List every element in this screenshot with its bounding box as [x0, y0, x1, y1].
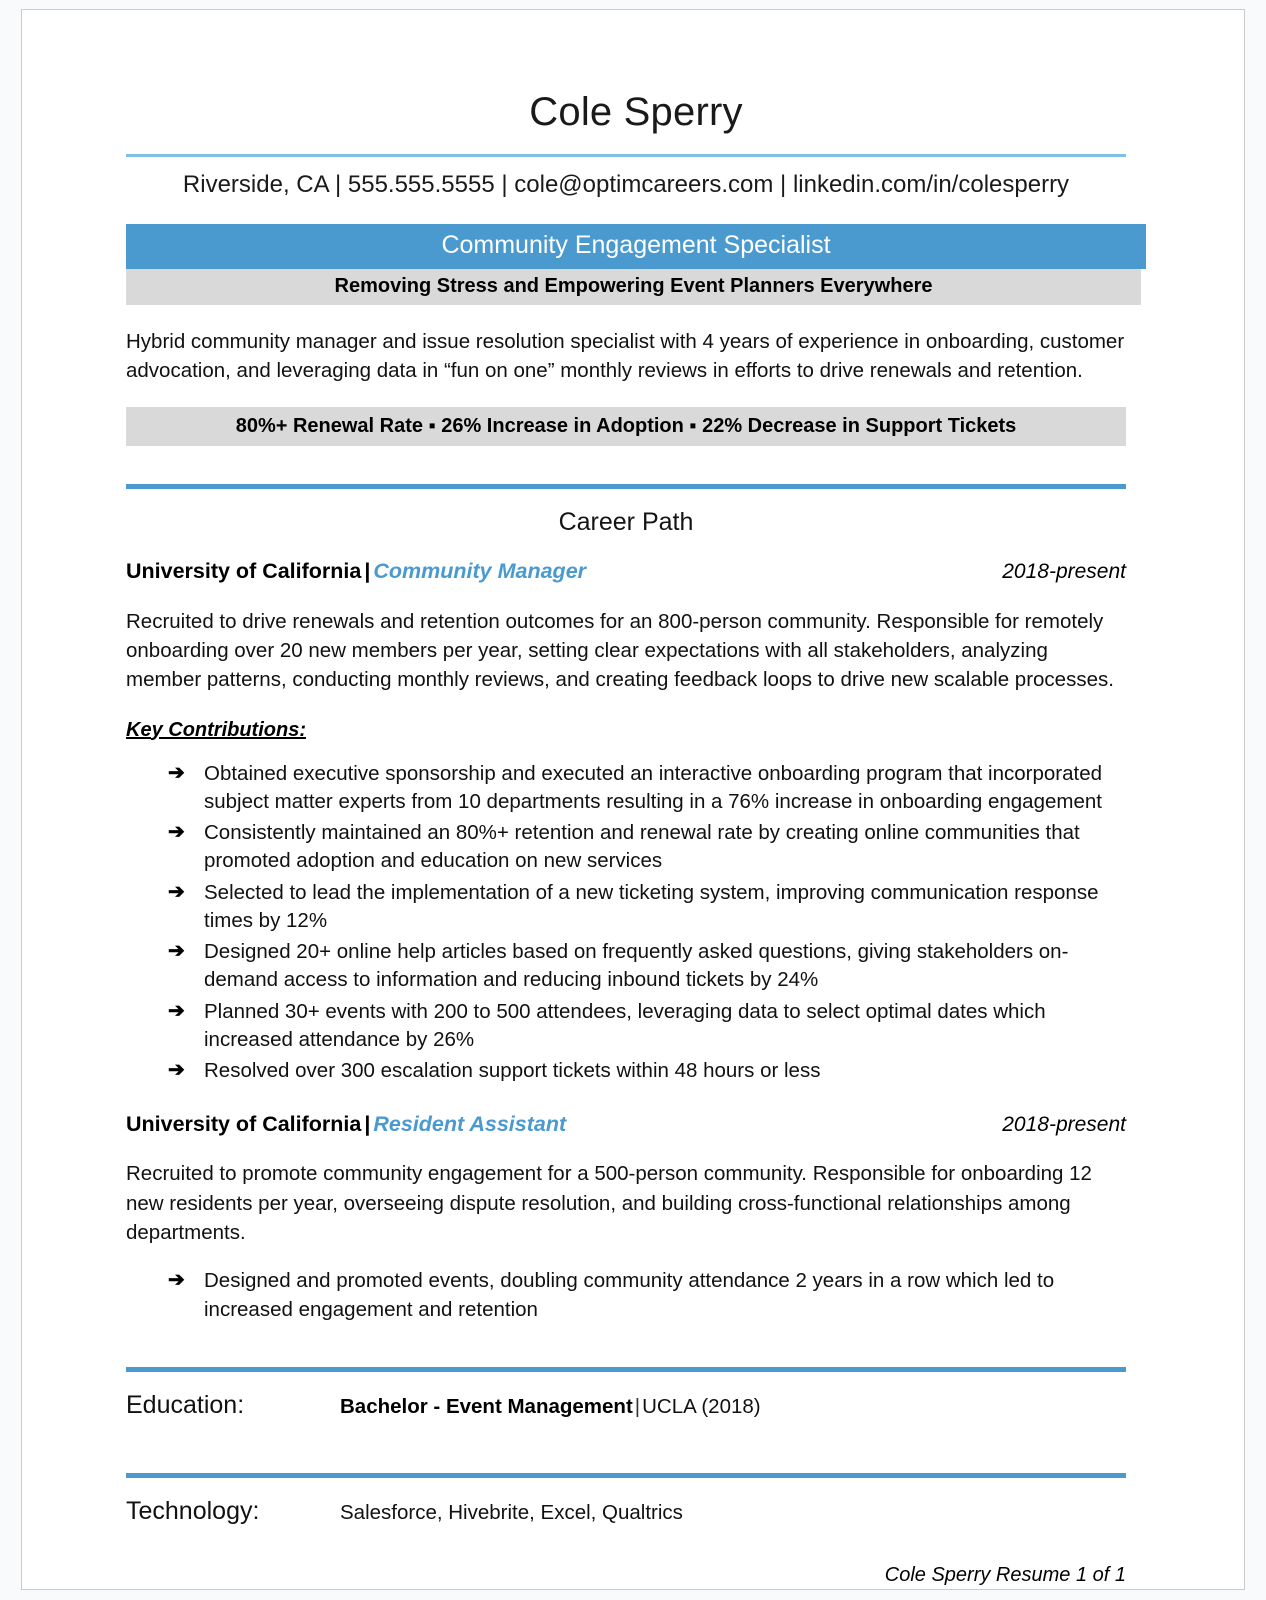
job-company: University of California — [126, 1111, 362, 1136]
list-item — [126, 1267, 1126, 1324]
target-title-bar: Community Engagement Specialist — [126, 224, 1146, 269]
list-item-text: Designed and promoted events, doubling community attendance 2 years in a row which led to increased engagement and retention — [204, 1269, 1055, 1321]
job-description: Recruited to drive renewals and retention outcomes for an 800-person community. Responsible for remotely onboarding over 20 new members per year, setting clear expectations with all stakeholders, analyzing member patterns, conducting monthly reviews, and creating feedback loops to drive new scalable processes. — [126, 609, 1114, 692]
education-separator: | — [634, 1394, 641, 1418]
education-degree: Bachelor - Event Management — [340, 1394, 633, 1418]
list-item — [126, 879, 1126, 936]
contact-line: Riverside, CA | 555.555.5555 | cole@optimcareers.com | linkedin.com/in/colesperry — [182, 171, 1070, 198]
job-bullet-list — [126, 1267, 1126, 1324]
job-role: Resident Assistant — [373, 1111, 567, 1136]
footer-note: Cole Sperry Resume 1 of 1 — [884, 1564, 1126, 1587]
job-title-line — [126, 1112, 566, 1138]
job-company: University of California — [126, 558, 362, 583]
job-header — [126, 1112, 1126, 1138]
name-divider — [126, 154, 1126, 157]
arrow-icon: ➔ — [168, 821, 185, 844]
list-item-text: Obtained executive sponsorship and executed an interactive onboarding program that incorporated subject matter experts from 10 departments resulting in a 76% increase in onboarding engagement — [204, 761, 1103, 813]
list-item-text: Designed 20+ online help articles based on frequently asked questions, giving stakeholders on-demand access to information and reducing inbound tickets by 24% — [204, 940, 1069, 992]
resume-page — [21, 9, 1245, 1590]
list-item — [126, 998, 1126, 1055]
arrow-icon: ➔ — [168, 999, 185, 1022]
technology-row — [126, 1496, 1126, 1527]
job-header — [126, 559, 1126, 585]
education-label: Education: — [126, 1390, 245, 1419]
job-role: Community Manager — [373, 558, 587, 583]
education-school: UCLA (2018) — [642, 1394, 761, 1418]
job-bullet-list — [126, 760, 1126, 1086]
technology-value: Salesforce, Hivebrite, Excel, Qualtrics — [340, 1500, 683, 1524]
key-contributions-label: Key Contributions: — [126, 718, 306, 741]
list-item-text: Resolved over 300 escalation support tickets within 48 hours or less — [204, 1059, 821, 1083]
list-item-text: Selected to lead the implementation of a new ticketing system, improving communication response times by 12% — [204, 880, 1099, 932]
list-item — [126, 760, 1126, 817]
list-item-text: Planned 30+ events with 200 to 500 attendees, leveraging data to select optimal dates which increased attendance by 26% — [204, 999, 1046, 1052]
arrow-icon: ➔ — [168, 1059, 185, 1082]
list-item — [126, 1057, 1126, 1085]
job-description: Recruited to promote community engagement for a 500-person community. Responsible for onboarding 12 new residents per year, overseeing dispute resolution, and building cross-functional relationships among departments. — [126, 1162, 1092, 1245]
list-item — [126, 819, 1126, 876]
section-heading-career-path: Career Path — [558, 507, 694, 536]
section-divider-education — [126, 1367, 1126, 1372]
list-item — [126, 938, 1126, 995]
job-title-line — [126, 559, 586, 585]
job-separator: | — [364, 1111, 371, 1136]
education-value — [340, 1394, 761, 1421]
education-row — [126, 1390, 1126, 1421]
page-title: Cole Sperry — [529, 90, 743, 134]
key-metrics-bar: 80%+ Renewal Rate ▪ 26% Increase in Adoption ▪ 22% Decrease in Support Tickets — [126, 407, 1126, 446]
job-separator: | — [364, 558, 371, 583]
arrow-icon: ➔ — [168, 761, 185, 784]
arrow-icon: ➔ — [168, 880, 185, 903]
job-dates: 2018-present — [1002, 1112, 1126, 1136]
professional-summary: Hybrid community manager and issue resolution specialist with 4 years of experience in onboarding, customer advocation, and leveraging data in “fun on one” monthly reviews in efforts to drive renewals and retention. — [126, 329, 1125, 382]
list-item-text: Consistently maintained an 80%+ retention and renewal rate by creating online communities that promoted adoption and education on new services — [204, 821, 1080, 873]
arrow-icon: ➔ — [168, 1269, 185, 1292]
arrow-icon: ➔ — [168, 940, 185, 963]
tagline-bar: Removing Stress and Empowering Event Planners Everywhere — [126, 269, 1141, 305]
technology-label: Technology: — [126, 1496, 260, 1525]
section-divider-technology — [126, 1473, 1126, 1478]
section-divider-career — [126, 484, 1126, 489]
resume-content — [126, 10, 1146, 1587]
job-dates: 2018-present — [1002, 559, 1126, 583]
